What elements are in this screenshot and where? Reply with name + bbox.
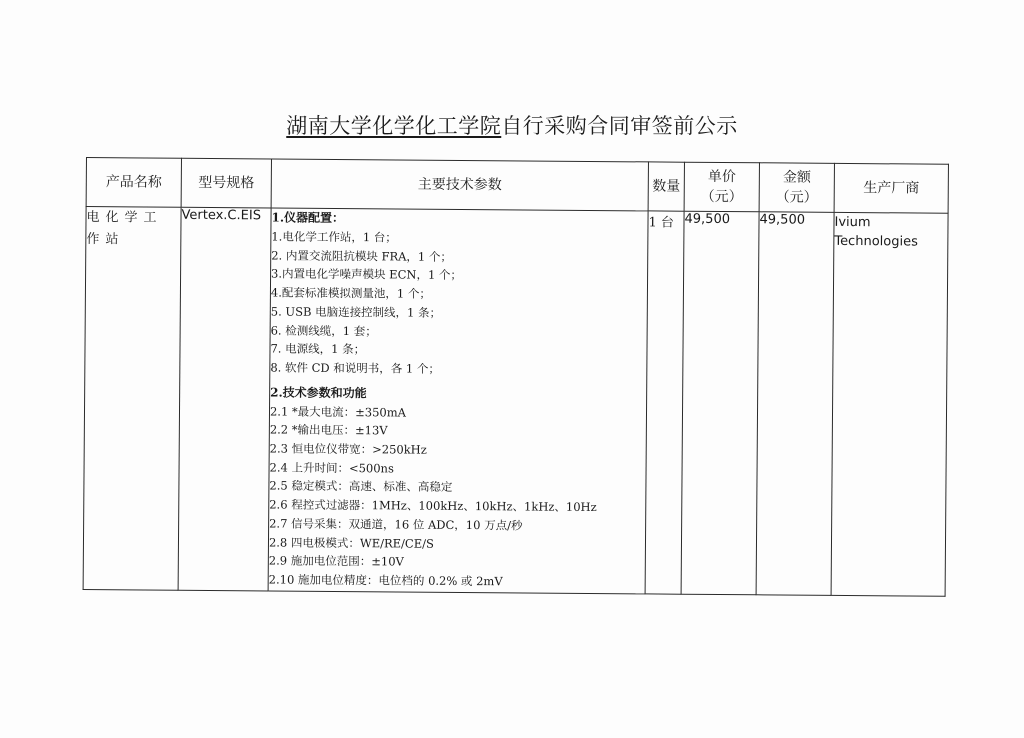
param-line: 2.3 恒电位仪带宽：>250kHz xyxy=(269,441,427,457)
params-group-specifications xyxy=(269,383,647,592)
header-params: 主要技术参数 xyxy=(271,159,648,211)
params-cell xyxy=(268,208,648,594)
param-line: 2.1 *最大电流：±350mA xyxy=(269,404,407,420)
param-line: 1.电化学工作站，1 台； xyxy=(271,229,397,245)
param-line: 8. 软件 CD 和说明书，各 1 个； xyxy=(270,360,440,376)
header-amount xyxy=(759,163,834,213)
param-line: 2.7 信号采集：双通道，16 位 ADC，10 万点/秒 xyxy=(269,516,523,533)
document-title xyxy=(0,110,1024,140)
header-unit-price-unit: （元） xyxy=(700,188,743,206)
params-group-heading: 1.仪器配置： xyxy=(271,210,345,226)
header-amount-label: 金额 xyxy=(782,169,811,186)
title-institution: 湖南大学化学化工学院 xyxy=(286,114,502,138)
params-group-heading: 2.技术参数和功能 xyxy=(270,385,367,400)
param-line: 2.8 四电极模式：WE/RE/CE/S xyxy=(268,534,434,551)
header-unit-price-label: 单价 xyxy=(707,168,736,186)
header-quantity: 数量 xyxy=(648,162,684,211)
product-name-cell: 电化学工作站 xyxy=(83,207,181,591)
header-amount-unit: （元） xyxy=(775,189,818,206)
amount-cell: 49,500 xyxy=(756,212,834,596)
param-line: 7. 电源线，1 条； xyxy=(270,341,366,357)
param-line: 2.2 *输出电压：±13V xyxy=(269,422,388,438)
header-unit-price xyxy=(684,162,759,212)
param-line: 2.5 稳定模式：高速、标准、高稳定 xyxy=(269,478,453,495)
header-manufacturer: 生产厂商 xyxy=(834,163,948,213)
params-group-configuration xyxy=(270,208,647,380)
procurement-table xyxy=(83,157,949,597)
param-line: 2. 内置交流阻抗模块 FRA，1 个； xyxy=(271,248,452,264)
param-line: 2.10 施加电位精度：电位档的 0.2% 或 2mV xyxy=(268,572,503,589)
model-cell: Vertex.C.EIS xyxy=(178,207,271,591)
title-subject: 自行采购合同审签前公示 xyxy=(501,114,738,138)
header-model: 型号规格 xyxy=(181,158,271,208)
param-line: 2.9 施加电位范围：±10V xyxy=(268,553,404,569)
param-line: 3.内置电化学噪声模块 ECN，1 个； xyxy=(271,266,462,283)
quantity-cell: 1 台 xyxy=(645,211,684,594)
unit-price-cell: 49,500 xyxy=(681,211,759,595)
table-row xyxy=(83,207,948,597)
param-line: 6. 检测线缆，1 套； xyxy=(270,322,377,338)
header-product-name: 产品名称 xyxy=(86,158,181,208)
header-row xyxy=(86,158,948,214)
param-line: 4.配套标准模拟测量池，1 个； xyxy=(270,285,431,301)
param-line: 5. USB 电脑连接控制线，1 条； xyxy=(270,304,442,320)
manufacturer-cell: Ivium Technologies xyxy=(831,212,948,596)
param-line: 2.6 程控式过滤器：1MHz、100kHz、10kHz、1kHz、10Hz xyxy=(269,497,597,515)
param-line: 2.4 上升时间：<500ns xyxy=(269,460,394,476)
